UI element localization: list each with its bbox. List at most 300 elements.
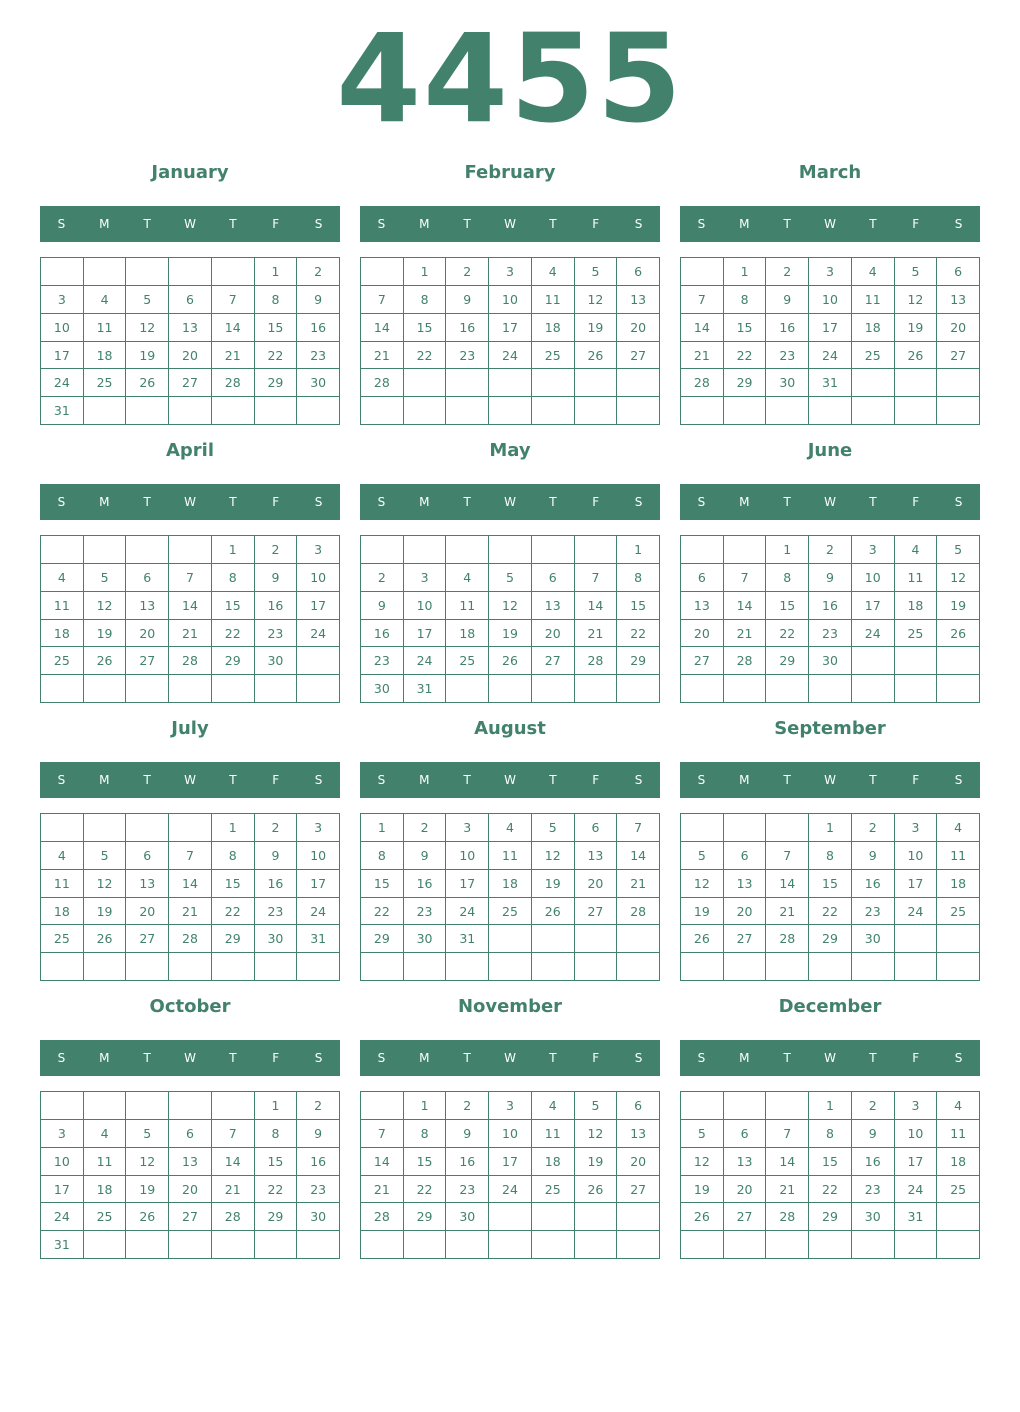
empty-day-cell	[617, 1231, 660, 1259]
day-cell: 24	[489, 342, 532, 370]
day-cell: 19	[126, 342, 169, 370]
weekday-label: M	[99, 1051, 110, 1065]
day-cell: 19	[937, 592, 980, 620]
day-cell: 11	[937, 842, 980, 870]
empty-day-cell	[361, 1231, 404, 1259]
day-cell: 14	[766, 870, 809, 898]
weekday-label: S	[697, 1051, 706, 1065]
day-cell: 3	[895, 1092, 938, 1120]
day-cell: 8	[809, 842, 852, 870]
day-cell: 18	[84, 342, 127, 370]
day-cell: 9	[852, 842, 895, 870]
day-cell: 23	[446, 1176, 489, 1204]
day-cell: 16	[297, 1148, 340, 1176]
day-cell: 19	[575, 314, 618, 342]
weekday-label: M	[99, 217, 110, 231]
month-name: November	[457, 996, 563, 1017]
empty-day-cell	[575, 536, 618, 564]
day-cell: 22	[255, 342, 298, 370]
empty-day-cell	[297, 953, 340, 981]
day-cell: 26	[532, 898, 575, 926]
day-cell: 29	[809, 1203, 852, 1231]
day-cell: 8	[255, 286, 298, 314]
day-grid	[360, 535, 660, 703]
weekday-label: S	[377, 217, 386, 231]
day-cell: 22	[766, 620, 809, 648]
day-cell: 17	[41, 342, 84, 370]
day-cell: 27	[126, 925, 169, 953]
empty-day-cell	[766, 1092, 809, 1120]
day-cell: 4	[84, 286, 127, 314]
day-cell: 23	[361, 647, 404, 675]
day-cell: 5	[126, 1120, 169, 1148]
day-cell: 14	[724, 592, 767, 620]
weekday-label: S	[634, 1051, 643, 1065]
weekday-label: T	[783, 1051, 791, 1065]
day-cell: 9	[255, 564, 298, 592]
weekday-label: S	[57, 1051, 66, 1065]
day-cell: 17	[297, 592, 340, 620]
day-cell: 11	[895, 564, 938, 592]
empty-day-cell	[766, 814, 809, 842]
day-cell: 3	[852, 536, 895, 564]
day-cell: 4	[895, 536, 938, 564]
day-cell: 17	[895, 1148, 938, 1176]
day-cell: 13	[169, 1148, 212, 1176]
day-cell: 24	[852, 620, 895, 648]
day-grid	[680, 1091, 980, 1259]
day-cell: 20	[532, 620, 575, 648]
weekday-label: W	[504, 495, 516, 509]
weekday-label: T	[229, 495, 237, 509]
day-cell: 12	[84, 870, 127, 898]
weekday-label: T	[783, 217, 791, 231]
day-cell: 18	[852, 314, 895, 342]
empty-day-cell	[852, 397, 895, 425]
day-cell: 14	[212, 314, 255, 342]
weekday-label: W	[504, 217, 516, 231]
weekday-label: S	[954, 217, 963, 231]
day-cell: 17	[852, 592, 895, 620]
day-cell: 28	[575, 647, 618, 675]
day-cell: 2	[766, 258, 809, 286]
day-cell: 4	[489, 814, 532, 842]
day-cell: 5	[84, 842, 127, 870]
day-cell: 21	[766, 898, 809, 926]
month-name: October	[149, 996, 231, 1017]
day-cell: 12	[532, 842, 575, 870]
weekday-label: T	[229, 773, 237, 787]
weekday-label: T	[143, 1051, 151, 1065]
day-cell: 23	[446, 342, 489, 370]
day-cell: 26	[489, 647, 532, 675]
empty-day-cell	[575, 1203, 618, 1231]
empty-day-cell	[852, 675, 895, 703]
day-cell: 12	[681, 870, 724, 898]
day-cell: 29	[724, 369, 767, 397]
day-cell: 27	[126, 647, 169, 675]
day-cell: 21	[212, 1176, 255, 1204]
empty-day-cell	[895, 675, 938, 703]
day-cell: 23	[852, 898, 895, 926]
day-cell: 1	[809, 1092, 852, 1120]
day-cell: 6	[169, 286, 212, 314]
day-cell: 21	[766, 1176, 809, 1204]
day-cell: 18	[937, 870, 980, 898]
empty-day-cell	[575, 1231, 618, 1259]
day-cell: 22	[724, 342, 767, 370]
empty-day-cell	[937, 925, 980, 953]
empty-day-cell	[724, 1231, 767, 1259]
empty-day-cell	[84, 397, 127, 425]
day-cell: 5	[895, 258, 938, 286]
day-cell: 13	[126, 870, 169, 898]
weekday-label: M	[99, 495, 110, 509]
empty-day-cell	[126, 1231, 169, 1259]
day-cell: 22	[212, 620, 255, 648]
day-cell: 1	[361, 814, 404, 842]
day-cell: 14	[361, 1148, 404, 1176]
empty-day-cell	[617, 675, 660, 703]
day-cell: 26	[126, 369, 169, 397]
month-name: June	[807, 440, 853, 461]
day-cell: 2	[404, 814, 447, 842]
month-name: May	[489, 440, 531, 461]
empty-day-cell	[361, 397, 404, 425]
weekday-label: T	[549, 1051, 557, 1065]
day-cell: 10	[895, 842, 938, 870]
day-cell: 17	[297, 870, 340, 898]
day-cell: 15	[809, 1148, 852, 1176]
day-cell: 20	[617, 314, 660, 342]
empty-day-cell	[446, 397, 489, 425]
empty-day-cell	[681, 953, 724, 981]
day-cell: 10	[404, 592, 447, 620]
day-grid	[360, 257, 660, 425]
empty-day-cell	[809, 953, 852, 981]
weekday-label: W	[504, 1051, 516, 1065]
day-cell: 31	[404, 675, 447, 703]
day-cell: 30	[361, 675, 404, 703]
day-cell: 14	[361, 314, 404, 342]
weekday-label: M	[419, 495, 430, 509]
weekday-label: S	[314, 495, 323, 509]
day-cell: 28	[766, 1203, 809, 1231]
day-cell: 30	[809, 647, 852, 675]
day-cell: 6	[617, 1092, 660, 1120]
empty-day-cell	[937, 647, 980, 675]
day-cell: 11	[489, 842, 532, 870]
day-cell: 15	[809, 870, 852, 898]
empty-day-cell	[212, 675, 255, 703]
weekday-label: M	[739, 217, 750, 231]
day-cell: 20	[724, 1176, 767, 1204]
day-cell: 27	[169, 369, 212, 397]
day-cell: 12	[895, 286, 938, 314]
day-cell: 13	[617, 1120, 660, 1148]
weekday-header	[360, 762, 660, 798]
empty-day-cell	[895, 953, 938, 981]
empty-day-cell	[255, 675, 298, 703]
day-cell: 1	[724, 258, 767, 286]
empty-day-cell	[41, 536, 84, 564]
day-cell: 4	[937, 1092, 980, 1120]
weekday-label: T	[143, 217, 151, 231]
weekday-label: F	[592, 1051, 600, 1065]
day-cell: 26	[84, 925, 127, 953]
day-cell: 12	[489, 592, 532, 620]
day-cell: 16	[809, 592, 852, 620]
weekday-header	[360, 484, 660, 520]
day-cell: 28	[617, 898, 660, 926]
month-name: January	[151, 162, 229, 183]
day-grid	[360, 1091, 660, 1259]
month-january	[40, 156, 340, 426]
day-cell: 11	[532, 286, 575, 314]
day-cell: 16	[361, 620, 404, 648]
day-cell: 26	[575, 342, 618, 370]
day-cell: 29	[766, 647, 809, 675]
empty-day-cell	[84, 1092, 127, 1120]
weekday-label: M	[419, 1051, 430, 1065]
empty-day-cell	[575, 675, 618, 703]
month-name: March	[798, 162, 862, 183]
day-cell: 19	[84, 620, 127, 648]
empty-day-cell	[84, 536, 127, 564]
weekday-label: F	[272, 1051, 280, 1065]
day-grid	[680, 813, 980, 981]
empty-day-cell	[212, 1231, 255, 1259]
day-cell: 22	[361, 898, 404, 926]
day-cell: 6	[169, 1120, 212, 1148]
day-cell: 1	[212, 536, 255, 564]
empty-day-cell	[724, 953, 767, 981]
weekday-label: M	[99, 773, 110, 787]
empty-day-cell	[809, 397, 852, 425]
weekday-header	[680, 206, 980, 242]
weekday-label: W	[824, 1051, 836, 1065]
day-cell: 28	[681, 369, 724, 397]
weekday-label: F	[592, 773, 600, 787]
day-cell: 21	[724, 620, 767, 648]
day-cell: 31	[41, 1231, 84, 1259]
day-cell: 26	[681, 1203, 724, 1231]
empty-day-cell	[255, 1231, 298, 1259]
day-cell: 24	[41, 369, 84, 397]
day-cell: 7	[766, 1120, 809, 1148]
day-cell: 7	[575, 564, 618, 592]
empty-day-cell	[169, 1092, 212, 1120]
weekday-label: T	[869, 1051, 877, 1065]
day-cell: 24	[41, 1203, 84, 1231]
empty-day-cell	[212, 397, 255, 425]
day-cell: 10	[852, 564, 895, 592]
day-cell: 9	[297, 1120, 340, 1148]
empty-day-cell	[681, 1231, 724, 1259]
day-cell: 10	[809, 286, 852, 314]
empty-day-cell	[852, 369, 895, 397]
day-cell: 24	[297, 898, 340, 926]
day-cell: 1	[212, 814, 255, 842]
day-cell: 31	[809, 369, 852, 397]
year-title: 4455	[336, 8, 684, 150]
empty-day-cell	[681, 536, 724, 564]
empty-day-cell	[617, 369, 660, 397]
day-cell: 25	[41, 925, 84, 953]
day-cell: 21	[575, 620, 618, 648]
empty-day-cell	[297, 397, 340, 425]
weekday-label: T	[549, 217, 557, 231]
day-cell: 22	[809, 898, 852, 926]
weekday-label: T	[229, 1051, 237, 1065]
day-cell: 20	[169, 342, 212, 370]
day-cell: 1	[766, 536, 809, 564]
weekday-label: S	[377, 773, 386, 787]
day-cell: 16	[255, 870, 298, 898]
day-cell: 10	[489, 286, 532, 314]
weekday-label: M	[419, 773, 430, 787]
month-october	[40, 990, 340, 1260]
day-cell: 25	[84, 1203, 127, 1231]
day-cell: 26	[895, 342, 938, 370]
day-cell: 18	[84, 1176, 127, 1204]
day-cell: 27	[617, 1176, 660, 1204]
empty-day-cell	[575, 369, 618, 397]
weekday-label: S	[377, 495, 386, 509]
empty-day-cell	[446, 369, 489, 397]
day-cell: 23	[852, 1176, 895, 1204]
empty-day-cell	[575, 925, 618, 953]
empty-day-cell	[681, 258, 724, 286]
empty-day-cell	[532, 1231, 575, 1259]
empty-day-cell	[361, 1092, 404, 1120]
month-september	[680, 712, 980, 982]
day-cell: 29	[212, 925, 255, 953]
empty-day-cell	[575, 397, 618, 425]
day-cell: 3	[489, 1092, 532, 1120]
day-cell: 6	[681, 564, 724, 592]
day-cell: 24	[446, 898, 489, 926]
empty-day-cell	[126, 1092, 169, 1120]
day-cell: 2	[255, 814, 298, 842]
day-cell: 22	[404, 1176, 447, 1204]
empty-day-cell	[532, 925, 575, 953]
day-cell: 13	[937, 286, 980, 314]
empty-day-cell	[766, 397, 809, 425]
day-cell: 28	[361, 369, 404, 397]
day-cell: 18	[532, 1148, 575, 1176]
day-cell: 8	[361, 842, 404, 870]
day-cell: 9	[809, 564, 852, 592]
day-cell: 17	[489, 1148, 532, 1176]
month-august	[360, 712, 660, 982]
day-cell: 7	[766, 842, 809, 870]
weekday-label: T	[869, 773, 877, 787]
empty-day-cell	[169, 814, 212, 842]
day-cell: 21	[361, 1176, 404, 1204]
day-cell: 2	[255, 536, 298, 564]
day-cell: 22	[809, 1176, 852, 1204]
month-name: February	[464, 162, 556, 183]
weekday-label: T	[463, 495, 471, 509]
day-cell: 18	[41, 620, 84, 648]
weekday-label: W	[184, 217, 196, 231]
empty-day-cell	[575, 953, 618, 981]
month-july	[40, 712, 340, 982]
empty-day-cell	[895, 925, 938, 953]
day-cell: 24	[809, 342, 852, 370]
day-cell: 11	[84, 1148, 127, 1176]
empty-day-cell	[41, 1092, 84, 1120]
day-cell: 19	[895, 314, 938, 342]
weekday-label: T	[463, 217, 471, 231]
day-cell: 27	[937, 342, 980, 370]
day-cell: 13	[681, 592, 724, 620]
day-cell: 19	[681, 1176, 724, 1204]
day-cell: 6	[126, 564, 169, 592]
day-cell: 4	[446, 564, 489, 592]
day-cell: 1	[255, 1092, 298, 1120]
day-cell: 9	[255, 842, 298, 870]
empty-day-cell	[895, 397, 938, 425]
day-cell: 25	[532, 1176, 575, 1204]
day-cell: 22	[212, 898, 255, 926]
day-cell: 24	[297, 620, 340, 648]
day-cell: 27	[681, 647, 724, 675]
day-cell: 1	[617, 536, 660, 564]
day-cell: 9	[446, 1120, 489, 1148]
day-cell: 5	[84, 564, 127, 592]
weekday-label: M	[739, 1051, 750, 1065]
weekday-label: W	[824, 495, 836, 509]
day-cell: 15	[255, 1148, 298, 1176]
weekday-header	[360, 206, 660, 242]
day-cell: 8	[404, 1120, 447, 1148]
empty-day-cell	[937, 1231, 980, 1259]
day-cell: 17	[809, 314, 852, 342]
day-cell: 23	[255, 898, 298, 926]
day-cell: 12	[84, 592, 127, 620]
day-cell: 25	[446, 647, 489, 675]
day-cell: 12	[937, 564, 980, 592]
empty-day-cell	[681, 397, 724, 425]
day-cell: 16	[446, 1148, 489, 1176]
empty-day-cell	[809, 675, 852, 703]
day-cell: 10	[489, 1120, 532, 1148]
day-cell: 3	[297, 536, 340, 564]
weekday-label: W	[504, 773, 516, 787]
empty-day-cell	[617, 925, 660, 953]
weekday-label: S	[954, 1051, 963, 1065]
day-cell: 17	[446, 870, 489, 898]
empty-day-cell	[84, 814, 127, 842]
day-cell: 10	[297, 842, 340, 870]
day-cell: 28	[724, 647, 767, 675]
day-cell: 4	[41, 842, 84, 870]
day-cell: 10	[41, 1148, 84, 1176]
day-cell: 12	[575, 1120, 618, 1148]
day-cell: 1	[404, 258, 447, 286]
day-cell: 25	[532, 342, 575, 370]
day-cell: 28	[169, 925, 212, 953]
empty-day-cell	[489, 675, 532, 703]
day-cell: 24	[895, 898, 938, 926]
day-cell: 23	[297, 342, 340, 370]
empty-day-cell	[84, 1231, 127, 1259]
weekday-header	[40, 1040, 340, 1076]
day-cell: 20	[681, 620, 724, 648]
day-cell: 2	[852, 814, 895, 842]
